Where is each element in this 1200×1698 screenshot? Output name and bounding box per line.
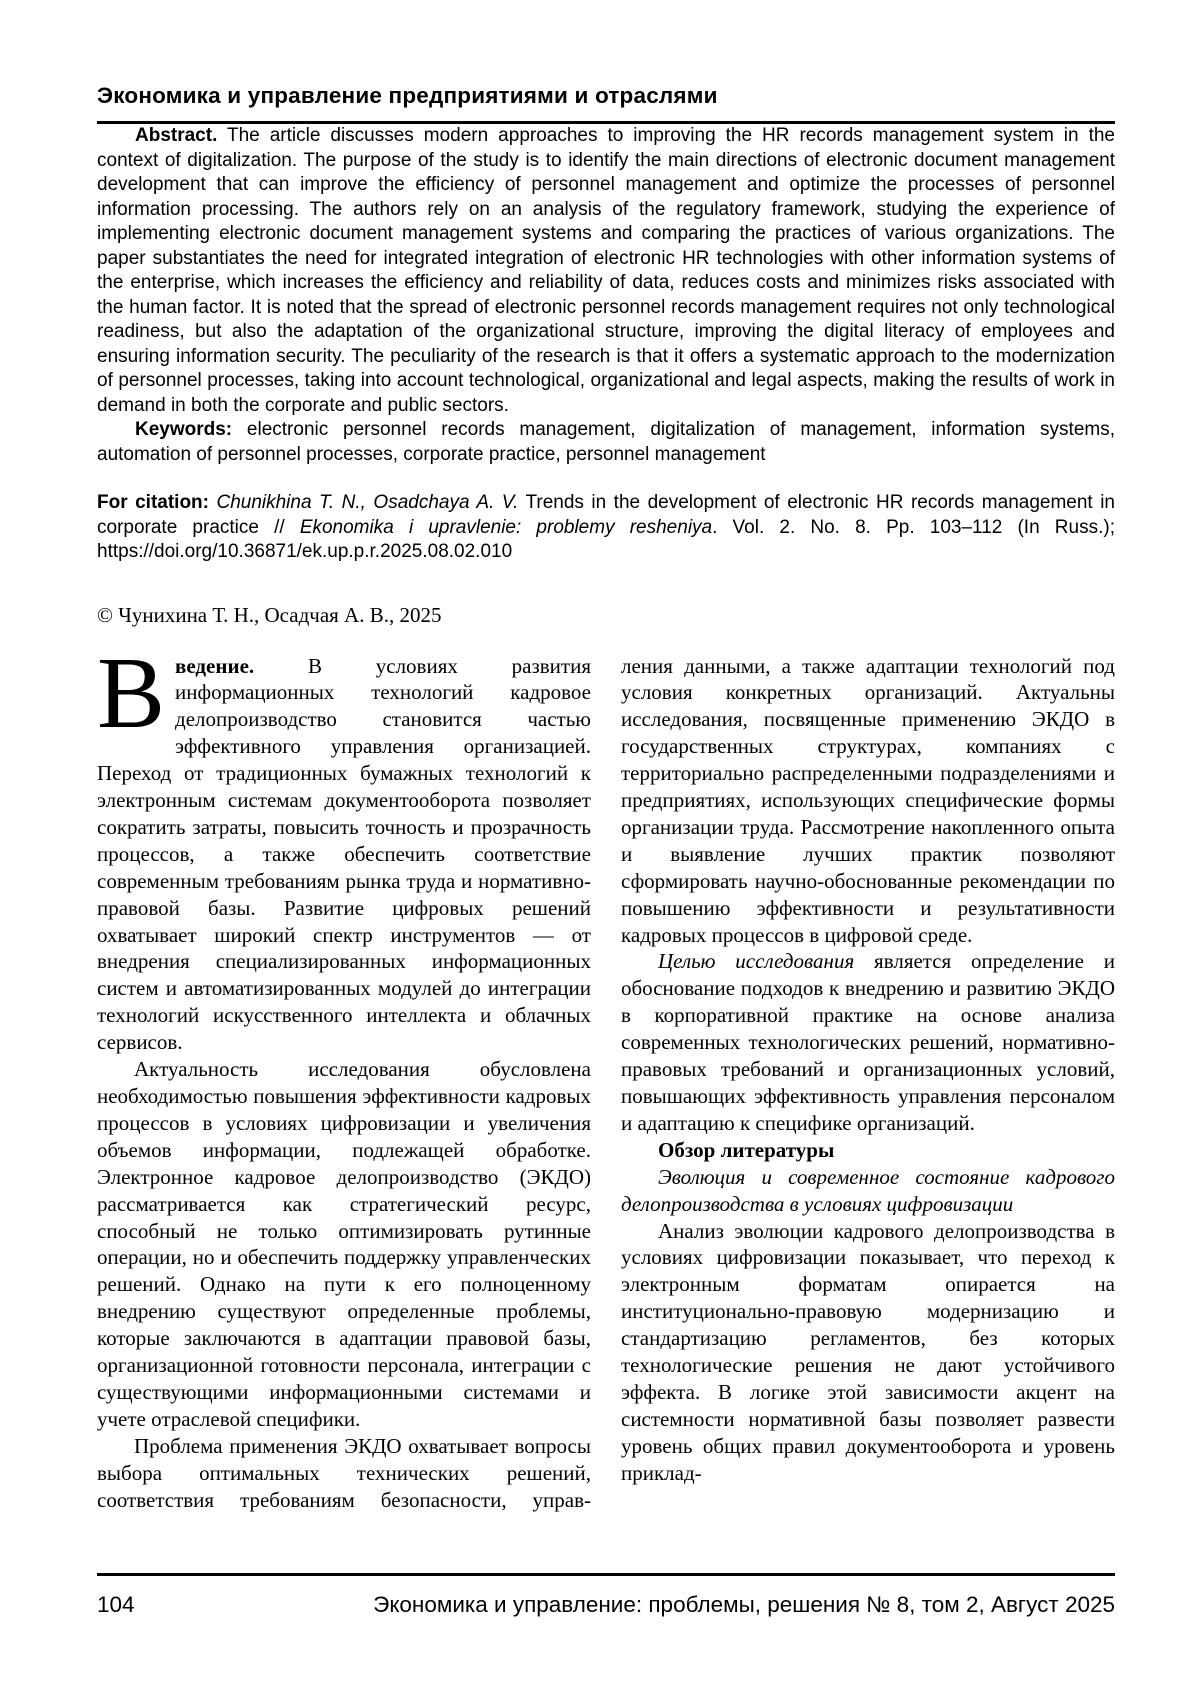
abstract-paragraph — [97, 124, 1115, 418]
front-matter — [97, 124, 1115, 565]
text-run: Проблема применения ЭКДО охватывает вопросы выбора оптимальных технических решений, соответствия требованиям безопасности, управ- — [97, 1433, 591, 1512]
keywords-text: electronic personnel records management, digitalization of management, information systems, automation of personnel processes, corporate practice, personnel management — [97, 419, 1115, 465]
citation-paragraph — [97, 491, 1115, 565]
drop-cap: В — [97, 636, 166, 750]
text-run: Обзор литературы — [658, 1137, 835, 1162]
footer-rule — [97, 1573, 1115, 1576]
text-run: Эволюция и современное состояние кадрового делопроизводства в условиях цифровизации — [621, 1164, 1115, 1216]
running-head: Экономика и управление предприятиями и отраслями — [97, 83, 718, 108]
citation-label: For citation: — [97, 492, 209, 513]
citation-authors: Chunikhina T. N., Osadchaya A. V. — [208, 492, 519, 513]
text-run: Актуальность исследования обусловлена необходимостью повышения эффективности кадровых процессов в условиях цифровизации и увеличения объемов информации, подлежащей обработке. Электронное кадровое делопроизводство (ЭКДО) рассматривается как стратегический ресурс, способный не только оптимизировать рутинные операции, но и обеспечить поддержку управленческих решений. Однако на пути к его полноценному внедрению существуют определенные проблемы, которые заключаются в адаптации правовой базы, организационной готовности персонала, интеграции с существующими информационными системами и учете отраслевой специфики. — [97, 1057, 591, 1431]
citation-journal: Ekonomika i upravlenie: problemy resheniya — [299, 516, 713, 538]
text-run: является определение и обоснование подходов к внедрению и развитию ЭКДО в корпоративной практике на основе анализа современных технологических решений, нормативно-правовых требований и организационных условий, повышающих эффективность управления персоналом и адаптацию к специфике организаций. — [621, 949, 1115, 1135]
page-number: 104 — [97, 1592, 135, 1617]
body-paragraph — [97, 636, 591, 1057]
body-paragraph — [97, 1433, 591, 1514]
text-run: ведение. — [175, 653, 255, 678]
left-column — [97, 636, 591, 1514]
text-run: В условиях развития информационных технологий кадровое делопроизводство становится частью эффективного управления организацией. Переход от традиционных бумажных технологий к электронным системам документооборота позволяет сократить затраты, повысить точность и прозрачность процессов, а также обеспечить соответствие современным требованиям рынка труда и нормативно-правовой базы. Развитие цифровых решений охватывает широкий спектр инструментов — от внедрения специализированных информационных систем и автоматизированных модулей до интеграции технологий искусственного интеллекта и облачных сервисов. — [97, 653, 591, 1055]
page-content — [97, 0, 1115, 1514]
text-run: ления данными, а также адаптации технологий под условия конкретных организаций. Актуальны исследования, посвященные применению ЭКДО в государственных структурах, компаниях с территориально распределенными подразделениями и предприятиях, использующих специфические формы организации труда. Рассмотрение накопленного опыта и выявление лучших практик позволяют сформировать научно-обоснованные рекомендации по повышению эффективности и результативности кадровых процессов в цифровой среде. — [621, 653, 1115, 947]
keywords-paragraph — [97, 418, 1115, 467]
keywords-label: Keywords: — [135, 419, 233, 440]
text-run: Анализ эволюции кадрового делопроизводства в условиях цифровизации показывает, что переход к электронным форматам опирается на институционально-правовую модернизацию и стандартизацию регламентов, без которых технологические решения не дают устойчивого эффекта. В логике этой зависимости акцент на системности нормативной базы позволяет развести уровень общих правил документооборота и уровень приклад- — [621, 1218, 1115, 1485]
body-paragraph — [621, 653, 1115, 949]
article-body — [97, 636, 1115, 1514]
journal-footer-line: Экономика и управление: проблемы, решения № 8, том 2, Август 2025 — [373, 1592, 1115, 1617]
abstract-label: Abstract. — [135, 125, 218, 146]
citation-text-1: Trends in the development of electronic HR records management in corporate practice // — [97, 492, 1115, 538]
body-paragraph — [621, 1137, 1115, 1164]
citation-text-2: . Vol. 2. No. 8. Pp. 103–112 (In Russ.); https://doi.org/10.36871/ek.up.p.r.2025.08.02.010 — [97, 516, 1115, 562]
body-paragraph — [621, 1164, 1115, 1218]
abstract-text: The article discusses modern approaches to improving the HR records management system in the context of digitalization. The purpose of the study is to identify the main directions of electronic document management development that can improve the efficiency of personnel management and optimize the processes of personnel information processing. The authors rely on an analysis of the regulatory framework, studying the experience of implementing electronic document management systems and comparing the practices of various organizations. The paper substantiates the need for integrated integration of electronic HR technologies with other information systems of the enterprise, which increases the efficiency and reliability of data, reduces costs and minimizes risks associated with the human factor. It is noted that the spread of electronic personnel records management requires not only technological readiness, but also the adaptation of the organizational structure, improving the digital literacy of employees and ensuring information security. The peculiarity of the research is that it offers a systematic approach to the modernization of personnel processes, taking into account technological, organizational and legal aspects, making the results of work in demand in both the corporate and public sectors. — [97, 125, 1115, 416]
body-paragraph — [621, 1218, 1115, 1487]
page-footer — [97, 1573, 1115, 1619]
right-column — [621, 653, 1115, 1514]
body-paragraph — [621, 948, 1115, 1136]
copyright-line: © Чунихина Т. Н., Осадчая А. В., 2025 — [97, 602, 442, 627]
footer-row — [97, 1591, 1115, 1619]
text-run: Целью исследования — [658, 949, 855, 974]
body-paragraph — [97, 1056, 591, 1433]
